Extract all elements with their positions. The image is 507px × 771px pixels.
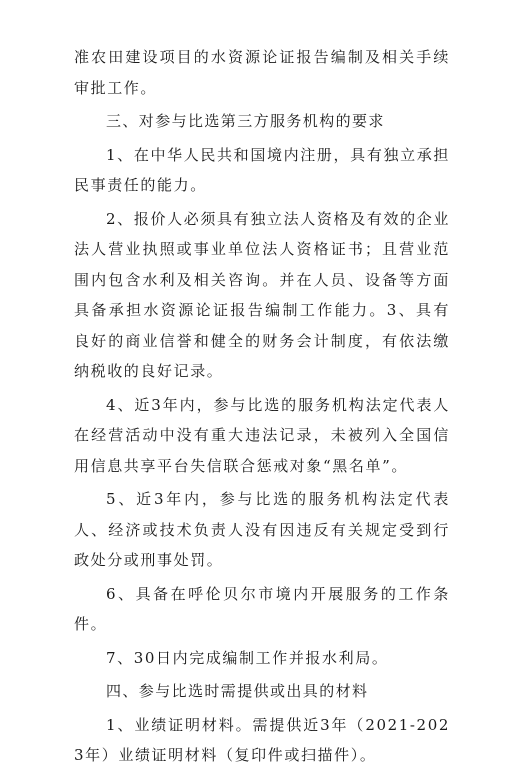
section-heading-materials: 四、参与比选时需提供或出具的材料 bbox=[106, 682, 369, 700]
document-body bbox=[74, 42, 450, 771]
requirement-item-7: 7、30日内完成编制工作并报水利局。 bbox=[106, 648, 389, 667]
paragraph-continuation: 准农田建设项目的水资源论证报告编制及相关手续审批工作。 bbox=[74, 48, 450, 97]
materials-item-1: 1、业绩证明材料。需提供近3年（2021-2023年）业绩证明材料（复印件或扫描件）。 bbox=[74, 715, 450, 764]
requirement-item-5: 5、近3年内，参与比选的服务机构法定代表人、经济或技术负责人没有因违反有关规定受到行政处分或刑事处罚。 bbox=[74, 490, 450, 569]
requirement-item-2: 2、报价人必须具有独立法人资格及有效的企业法人营业执照或事业单位法人资格证书；且营业范围内包含水利及相关咨询。并在人员、设备等方面具备承担水资源论证报告编制工作能力。3、具有良好的商业信誉和健全的财务会计制度，有依法缴纳税收的良好记录。 bbox=[74, 209, 450, 380]
section-heading-requirements: 三、对参与比选第三方服务机构的要求 bbox=[106, 112, 385, 130]
requirement-item-1: 1、在中华人民共和国境内注册，具有独立承担民事责任的能力。 bbox=[74, 145, 450, 194]
requirement-item-4: 4、近3年内，参与比选的服务机构法定代表人在经营活动中没有重大违法记录，未被列入全国信用信息共享平台失信联合惩戒对象“黑名单”。 bbox=[74, 395, 450, 475]
requirement-item-6: 6、具备在呼伦贝尔市境内开展服务的工作条件。 bbox=[74, 584, 450, 633]
